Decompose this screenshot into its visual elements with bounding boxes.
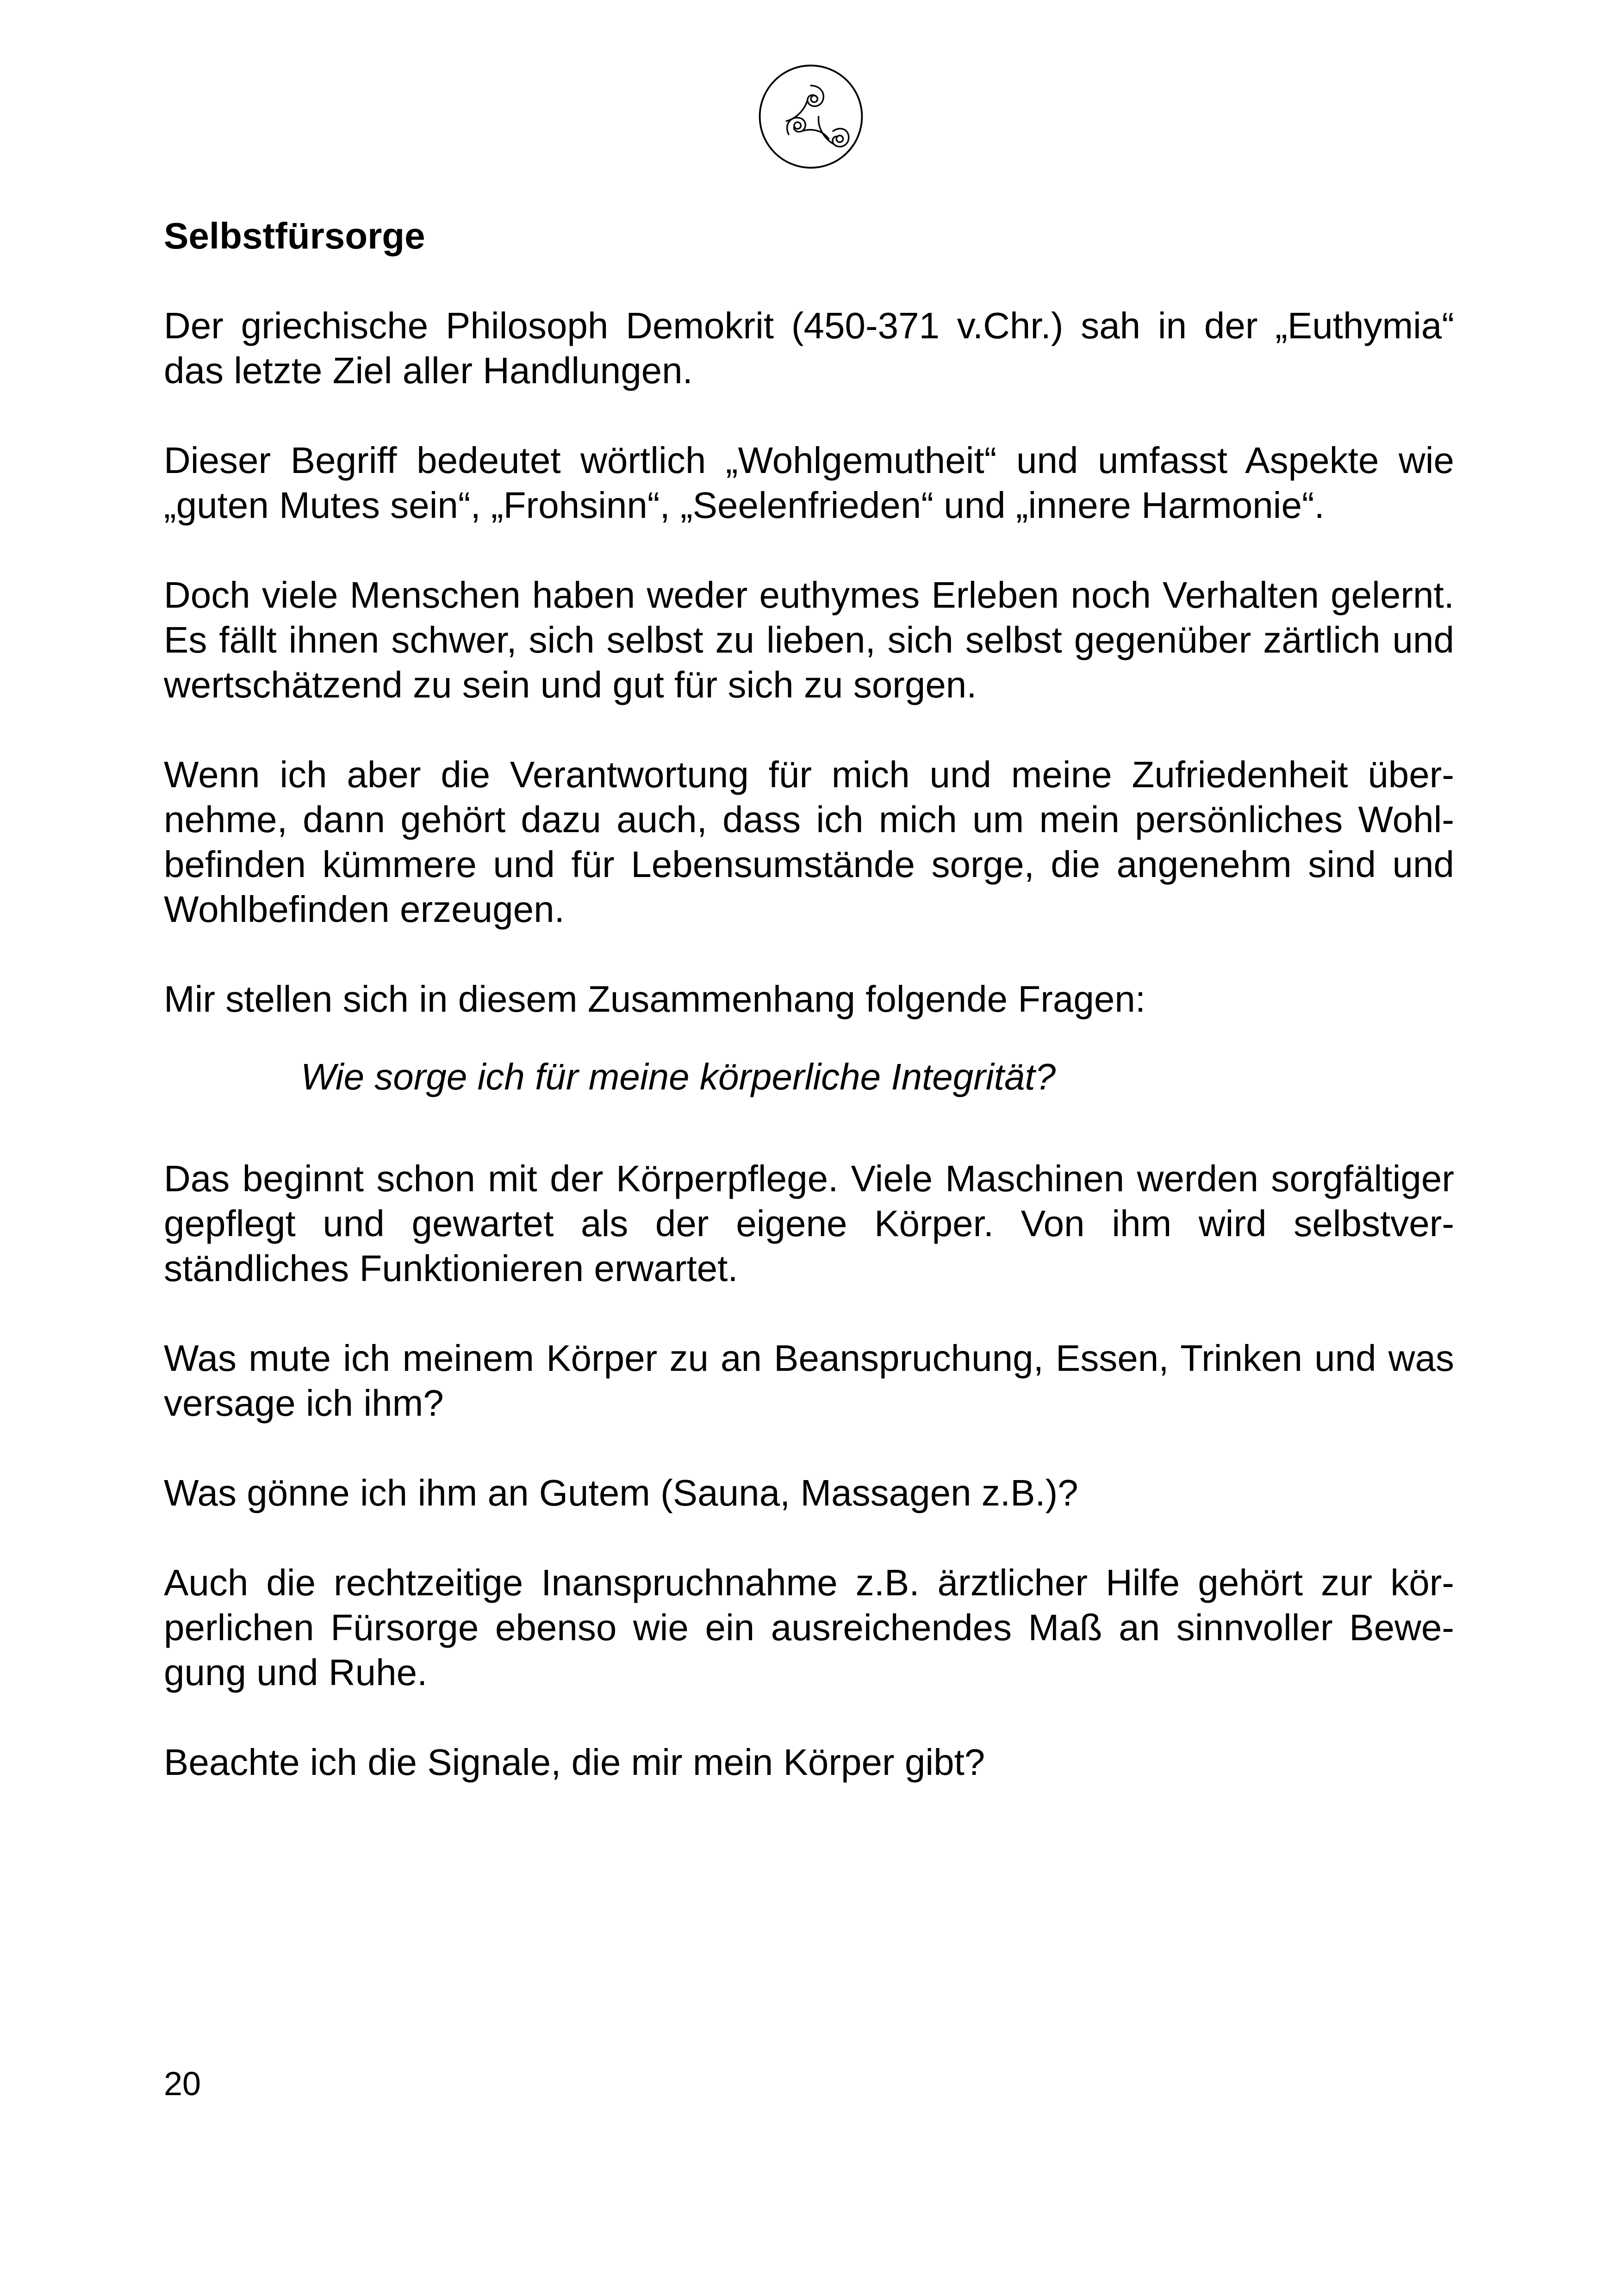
paragraph-self-love: Doch viele Menschen haben weder euthymes Erleben noch Verhalten gelernt. Es fällt ihnen schwer, sich selbst zu lieben, sich selbst gegenüber zärtlich und wertschätzend zu sein und gut für sich zu sorgen.	[164, 574, 1454, 705]
paragraph-euthymia-meaning: Dieser Begriff bedeutet wörtlich „Wohlgemutheit“ und umfasst Aspekte wie „guten Mutes sein“, „Frohsinn“, „Seelenfrieden“ und „innere Harmonie“.	[164, 440, 1454, 526]
page-title: Selbstfürsorge	[164, 215, 425, 256]
paragraph-responsibility: Wenn ich aber die Verantwortung für mich und meine Zufriedenheit übernehme, dann gehört dazu auch, dass ich mich um mein persönliches Wohlbefinden kümmere und für Lebensumstände sorge, die angenehm sind und Wohlbefinden erzeugen.	[164, 754, 1454, 930]
italic-question: Wie sorge ich für meine körperliche Integrität?	[301, 1056, 1056, 1097]
paragraph-demokrit: Der griechische Philosoph Demokrit (450-371 v.Chr.) sah in der „Euthymia“ das letzte Ziel aller Handlungen.	[164, 305, 1454, 391]
paragraph-indulgence: Was gönne ich ihm an Gutem (Sauna, Massagen z.B.)?	[164, 1472, 1078, 1513]
paragraph-body-signals: Beachte ich die Signale, die mir mein Körper gibt?	[164, 1742, 985, 1783]
page-number: 20	[164, 2066, 201, 2103]
paragraph-medical-help: Auch die rechtzeitige Inanspruchnahme z.B. ärztlicher Hilfe gehört zur körperlichen Fürsorge ebenso wie ein ausreichendes Maß an sinnvoller Bewegung und Ruhe.	[164, 1562, 1454, 1693]
paragraph-body-care: Das beginnt schon mit der Körperpflege. Viele Maschinen werden sorgfältiger gepflegt und gewartet als der eigene Körper. Von ihm wird selbstverständliches Funktionieren erwartet.	[164, 1158, 1454, 1289]
paragraph-questions-intro: Mir stellen sich in diesem Zusammenhang folgende Fragen:	[164, 978, 1146, 1020]
triskele-icon	[755, 61, 866, 172]
paragraph-demands: Was mute ich meinem Körper zu an Beanspruchung, Essen, Trinken und was versage ich ihm?	[164, 1338, 1454, 1424]
